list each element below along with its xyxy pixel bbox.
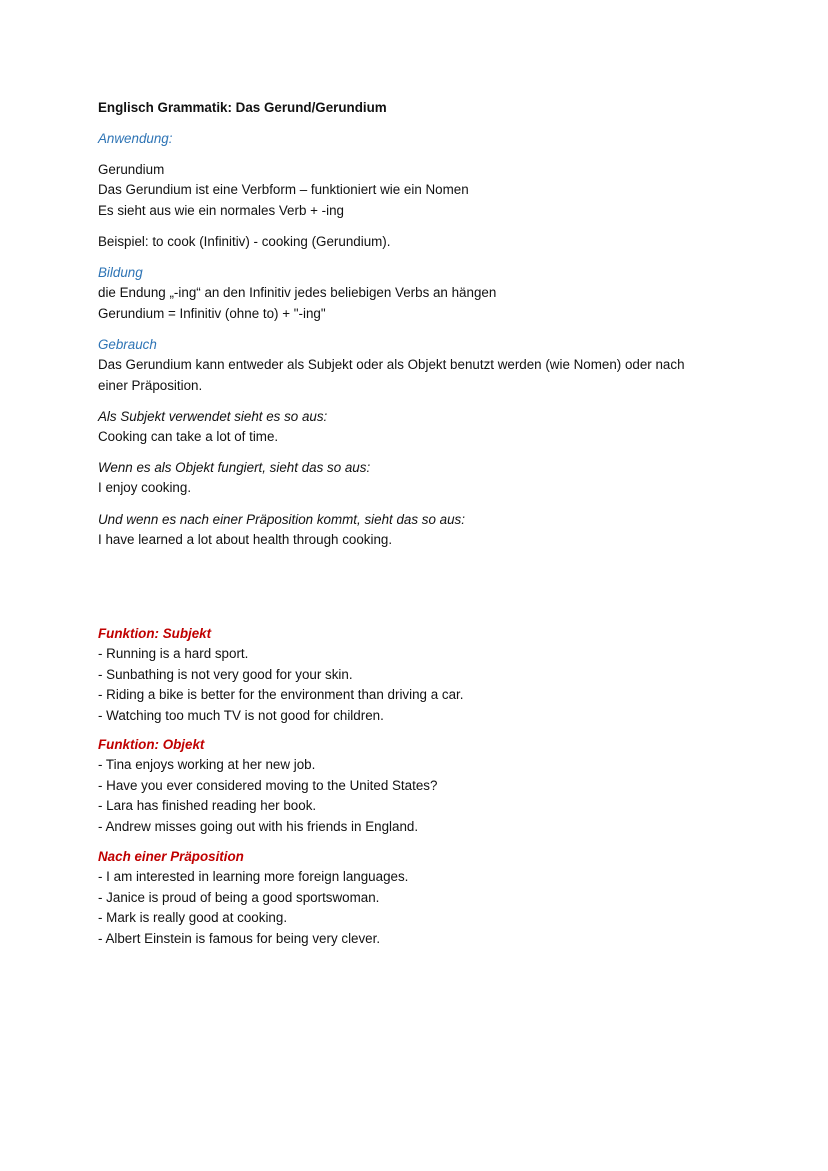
example-sentence: I have learned a lot about health through cooking. xyxy=(98,532,393,548)
list-item: - Running is a hard sport. xyxy=(98,646,249,662)
list-item: - Albert Einstein is famous for being very clever. xyxy=(98,930,381,946)
gebrauch-line: Das Gerundium kann entweder als Subjekt oder als Objekt benutzt werden (wie Nomen) oder nach xyxy=(98,357,685,373)
example-intro: Und wenn es nach einer Präposition kommt, sieht das so aus: xyxy=(98,512,465,527)
example-objekt xyxy=(98,458,738,499)
anwendung-heading-block xyxy=(98,129,738,149)
example-sentence: Cooking can take a lot of time. xyxy=(98,429,279,445)
list-item: - Riding a bike is better for the environment than driving a car. xyxy=(98,687,464,703)
beispiel-block xyxy=(98,232,738,252)
example-intro: Wenn es als Objekt fungiert, sieht das so aus: xyxy=(98,460,371,475)
gebrauch-section xyxy=(98,335,738,396)
document-title: Englisch Grammatik: Das Gerund/Gerundium xyxy=(98,100,387,115)
list-item: - Have you ever considered moving to the United States? xyxy=(98,777,438,793)
example-sentence: I enjoy cooking. xyxy=(98,480,192,496)
anwendung-line: Es sieht aus wie ein normales Verb + -ing xyxy=(98,202,344,218)
anwendung-line: Das Gerundium ist eine Verbform – funktioniert wie ein Nomen xyxy=(98,182,469,198)
list-item: - Watching too much TV is not good for children. xyxy=(98,707,384,723)
example-subjekt xyxy=(98,407,738,448)
bildung-line: Gerundium = Infinitiv (ohne to) + "-ing" xyxy=(98,305,326,321)
nach-praeposition-section xyxy=(98,847,738,949)
list-item: - Tina enjoys working at her new job. xyxy=(98,757,316,773)
anwendung-line: Gerundium xyxy=(98,162,165,177)
anwendung-section xyxy=(98,160,738,221)
anwendung-heading: Anwendung: xyxy=(98,131,173,146)
example-praeposition xyxy=(98,510,738,551)
funktion-objekt-heading: Funktion: Objekt xyxy=(98,737,205,752)
bildung-heading: Bildung xyxy=(98,265,143,280)
list-item: - Lara has finished reading her book. xyxy=(98,798,317,814)
bildung-line: die Endung „-ing“ an den Infinitiv jedes beliebigen Verbs an hängen xyxy=(98,285,497,301)
document-title-block xyxy=(98,98,738,118)
beispiel-line: Beispiel: to cook (Infinitiv) - cooking (Gerundium). xyxy=(98,234,391,249)
list-item: - I am interested in learning more foreign languages. xyxy=(98,869,409,885)
list-item: - Janice is proud of being a good sportswoman. xyxy=(98,889,380,905)
gebrauch-heading: Gebrauch xyxy=(98,337,157,352)
list-item: - Andrew misses going out with his friends in England. xyxy=(98,818,419,834)
funktion-subjekt-heading: Funktion: Subjekt xyxy=(98,626,212,641)
funktion-objekt-section xyxy=(98,735,738,837)
list-item: - Sunbathing is not very good for your skin. xyxy=(98,666,353,682)
nach-praeposition-heading: Nach einer Präposition xyxy=(98,849,244,864)
list-item: - Mark is really good at cooking. xyxy=(98,910,288,926)
example-intro: Als Subjekt verwendet sieht es so aus: xyxy=(98,409,328,424)
funktion-subjekt-section xyxy=(98,624,738,726)
gebrauch-line: einer Präposition. xyxy=(98,377,203,393)
bildung-section xyxy=(98,263,738,324)
